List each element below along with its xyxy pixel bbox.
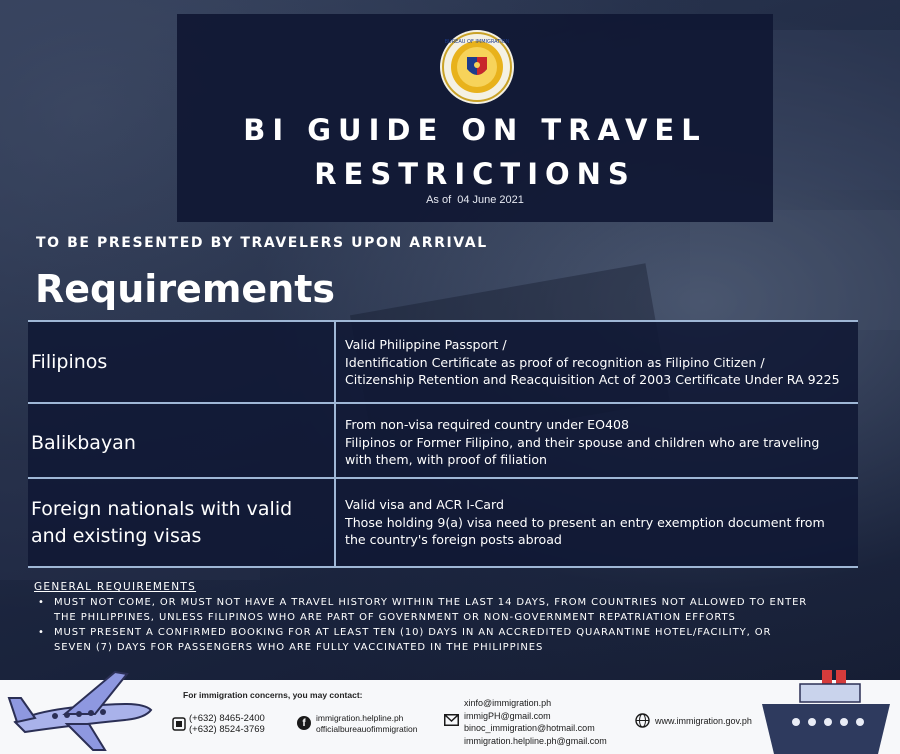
- requirements-foreign-nationals: [345, 496, 857, 549]
- table-rule: [28, 402, 858, 404]
- category-label: and existing visas: [31, 525, 202, 547]
- mail-icon: [444, 714, 459, 726]
- requirement-line: the country's foreign posts abroad: [345, 532, 562, 547]
- globe-icon: [635, 713, 650, 728]
- phone-number[interactable]: (+632) 8465-2400: [189, 713, 265, 724]
- requirements-balikbayan: [345, 416, 857, 469]
- category-foreign-nationals: [31, 496, 331, 550]
- list-item: [36, 596, 866, 625]
- table-rule: [28, 477, 858, 479]
- category-label: Foreign nationals with valid: [31, 498, 293, 520]
- requirements-filipinos: [345, 336, 857, 389]
- list-item: [36, 626, 866, 655]
- list-item-line: SEVEN (7) DAYS FOR PASSENGERS WHO ARE FULLY VACCINATED IN THE PHILIPPINES: [54, 641, 544, 653]
- facebook-icon: f: [297, 716, 311, 730]
- requirement-line: Those holding 9(a) visa need to present an entry exemption document from: [345, 514, 825, 530]
- facebook-page[interactable]: immigration.helpline.ph: [316, 713, 404, 723]
- title-line-2: RESTRICTIONS: [314, 157, 636, 191]
- list-item-line: • MUST PRESENT A CONFIRMED BOOKING FOR AT LEAST TEN (10) DAYS IN AN ACCREDITED QUARANTINE HOTEL/FACILITY, OR: [54, 627, 772, 638]
- title-line-1: BI GUIDE ON TRAVEL: [243, 113, 707, 147]
- category-balikbayan: [31, 430, 331, 457]
- email-link[interactable]: xinfo@immigration.ph: [464, 698, 552, 708]
- email-addresses: [464, 697, 607, 747]
- requirements-table: [28, 320, 858, 568]
- facebook-pages: [316, 713, 417, 735]
- website-link[interactable]: www.immigration.gov.ph: [655, 716, 752, 726]
- list-item-line: • MUST NOT COME, OR MUST NOT HAVE A TRAVEL HISTORY WITHIN THE LAST 14 DAYS, FROM COUNTRIES NOT ALLOWED TO ENTER: [54, 597, 808, 608]
- category-label: Balikbayan: [31, 432, 136, 454]
- column-divider: [334, 320, 336, 568]
- requirements-heading: Requirements: [35, 267, 336, 311]
- requirement-line: Valid Philippine Passport /: [345, 337, 507, 352]
- requirement-line: From non-visa required country under EO408: [345, 417, 630, 432]
- airplane-icon: [5, 666, 155, 754]
- requirement-line: Valid visa and ACR I-Card: [345, 497, 504, 512]
- general-requirements-title: GENERAL REQUIREMENTS: [34, 581, 197, 593]
- as-of-label: As of: [426, 194, 452, 206]
- list-item-line: THE PHILIPPINES, UNLESS FILIPINOS WHO ARE PART OF GOVERNMENT OR NON-GOVERNMENT REPATRIATION EFFORTS: [54, 611, 736, 623]
- bureau-seal-icon: [439, 29, 515, 105]
- email-link[interactable]: immigPH@gmail.com: [464, 710, 551, 721]
- table-rule: [28, 320, 858, 322]
- email-link[interactable]: immigration.helpline.ph@gmail.com: [464, 735, 607, 746]
- contact-label: For immigration concerns, you may contact:: [183, 690, 363, 700]
- table-rule: [28, 566, 858, 568]
- phone-number[interactable]: (+632) 8524-3769: [189, 724, 265, 735]
- arrival-subtitle: TO BE PRESENTED BY TRAVELERS UPON ARRIVAL: [36, 235, 488, 251]
- facebook-page[interactable]: officialbureauofimmigration: [316, 724, 418, 734]
- requirement-line: Identification Certificate as proof of recognition as Filipino Citizen /: [345, 354, 765, 370]
- main-title: [177, 108, 773, 196]
- general-requirements-list: [36, 596, 866, 656]
- as-of-date: [177, 194, 773, 206]
- phone-numbers: [189, 713, 265, 735]
- category-filipinos: [31, 349, 331, 376]
- as-of-value: 04 June 2021: [457, 194, 524, 206]
- requirement-line: Filipinos or Former Filipino, and their spouse and children who are traveling: [345, 434, 820, 450]
- category-label: Filipinos: [31, 351, 108, 373]
- requirement-line: with them, with proof of filiation: [345, 452, 548, 467]
- requirement-line: Citizenship Retention and Reacquisition Act of 2003 Certificate Under RA 9225: [345, 372, 840, 387]
- email-link[interactable]: binoc_immigration@hotmail.com: [464, 723, 595, 733]
- ship-icon: [760, 664, 892, 754]
- seal-text: BUREAU OF IMMIGRATION: [444, 39, 510, 45]
- phone-icon: [172, 717, 186, 731]
